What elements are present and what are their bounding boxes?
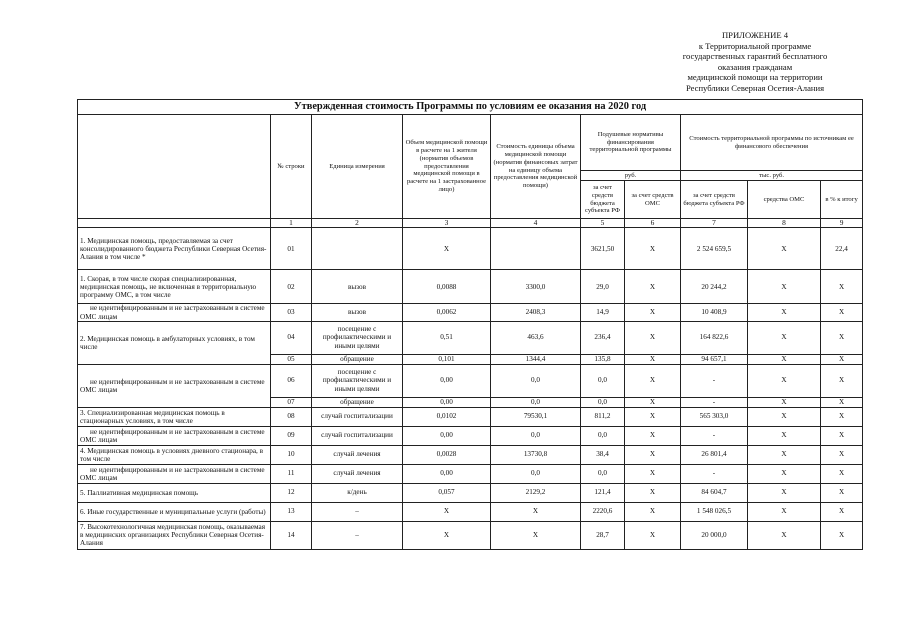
col-number: 7 xyxy=(681,219,748,228)
percent-of-total: X xyxy=(821,397,863,407)
row-name: не идентифицированным и не застрахованным в системе ОМС лицам xyxy=(78,304,271,321)
cost-oms: X xyxy=(748,354,821,364)
volume-value: 0,51 xyxy=(403,321,491,354)
volume-value: 0,057 xyxy=(403,483,491,502)
per-capita-budget: 2220,6 xyxy=(581,502,625,521)
percent-of-total: X xyxy=(821,321,863,354)
unit-cost-value: 2129,2 xyxy=(491,483,581,502)
unit-of-measure: случай лечения xyxy=(312,464,403,483)
cost-oms: X xyxy=(748,483,821,502)
table-title: Утвержденная стоимость Программы по условиям ее оказания на 2020 год xyxy=(78,100,863,115)
cost-budget: 20 244,2 xyxy=(681,270,748,304)
unit-of-measure: обращение xyxy=(312,397,403,407)
volume-value: 0,00 xyxy=(403,364,491,397)
cost-oms: X xyxy=(748,321,821,354)
unit-cost-value: 0,0 xyxy=(491,364,581,397)
volume-value: 0,00 xyxy=(403,397,491,407)
per-capita-oms: X xyxy=(625,270,681,304)
per-capita-oms: X xyxy=(625,407,681,426)
per-capita-budget: 3621,50 xyxy=(581,228,625,270)
per-capita-oms: X xyxy=(625,304,681,321)
row-number: 07 xyxy=(271,397,312,407)
volume-value: 0,101 xyxy=(403,354,491,364)
table-row xyxy=(78,464,863,483)
annex-line: ПРИЛОЖЕНИЕ 4 xyxy=(721,30,789,40)
annex-header xyxy=(640,30,870,94)
volume-value: 0,00 xyxy=(403,464,491,483)
row-name: не идентифицированным и не застрахованным в системе ОМС лицам xyxy=(78,464,271,483)
header-percent: в % к итогу xyxy=(821,181,863,219)
per-capita-oms: X xyxy=(625,483,681,502)
table-row xyxy=(78,304,863,321)
unit-cost-value: 79530,1 xyxy=(491,407,581,426)
per-capita-budget: 38,4 xyxy=(581,445,625,464)
table-title-row xyxy=(78,100,863,115)
per-capita-oms: X xyxy=(625,354,681,364)
row-number: 11 xyxy=(271,464,312,483)
row-name: 7. Высокотехнологичная медицинская помощь, оказываемая в медицинских организациях Республики Северная Осетия-Алания xyxy=(78,521,271,549)
cost-oms: X xyxy=(748,445,821,464)
per-capita-oms: X xyxy=(625,228,681,270)
cost-budget: - xyxy=(681,426,748,445)
per-capita-oms: X xyxy=(625,521,681,549)
volume-value: 0,0028 xyxy=(403,445,491,464)
header-oms: за счет средств ОМС xyxy=(625,181,681,219)
per-capita-budget: 811,2 xyxy=(581,407,625,426)
table-row xyxy=(78,483,863,502)
per-capita-budget: 135,8 xyxy=(581,354,625,364)
col-number xyxy=(78,219,271,228)
unit-of-measure: посещение с профилактическими и иными целями xyxy=(312,321,403,354)
unit-of-measure xyxy=(312,228,403,270)
col-number: 8 xyxy=(748,219,821,228)
row-number: 04 xyxy=(271,321,312,354)
volume-value: X xyxy=(403,521,491,549)
unit-of-measure: посещение с профилактическими и иными целями xyxy=(312,364,403,397)
cost-oms: X xyxy=(748,270,821,304)
unit-of-measure: – xyxy=(312,502,403,521)
table-row xyxy=(78,426,863,445)
program-cost-table xyxy=(77,99,863,550)
header-unit-cost: Стоимость единицы объема медицинской помощи (норматив финансовых затрат на единицу объема предоставления медицинской помощи) xyxy=(491,115,581,219)
table-row xyxy=(78,364,863,397)
col-number: 2 xyxy=(312,219,403,228)
header-row-no: № строки xyxy=(271,115,312,219)
header-oms-funds: средства ОМС xyxy=(748,181,821,219)
col-number: 3 xyxy=(403,219,491,228)
row-name: 3. Специализированная медицинская помощь в стационарных условиях, в том числе xyxy=(78,407,271,426)
col-number: 5 xyxy=(581,219,625,228)
table-row xyxy=(78,502,863,521)
row-number: 06 xyxy=(271,364,312,397)
percent-of-total: X xyxy=(821,483,863,502)
cost-oms: X xyxy=(748,228,821,270)
column-number-row xyxy=(78,219,863,228)
per-capita-oms: X xyxy=(625,445,681,464)
percent-of-total: X xyxy=(821,445,863,464)
cost-budget: - xyxy=(681,397,748,407)
per-capita-budget: 0,0 xyxy=(581,364,625,397)
cost-oms: X xyxy=(748,426,821,445)
cost-budget: 565 303,0 xyxy=(681,407,748,426)
cost-oms: X xyxy=(748,364,821,397)
unit-cost-value: 3300,0 xyxy=(491,270,581,304)
unit-cost-value: 13730,8 xyxy=(491,445,581,464)
percent-of-total: X xyxy=(821,364,863,397)
table-row xyxy=(78,521,863,549)
cost-budget: - xyxy=(681,464,748,483)
per-capita-oms: X xyxy=(625,321,681,354)
percent-of-total: X xyxy=(821,270,863,304)
annex-line: оказания гражданам xyxy=(717,61,793,72)
unit-cost-value: X xyxy=(491,502,581,521)
percent-of-total: X xyxy=(821,426,863,445)
unit-cost-value xyxy=(491,228,581,270)
percent-of-total: X xyxy=(821,354,863,364)
col-number: 1 xyxy=(271,219,312,228)
header-program-cost: Стоимость территориальной программы по источникам ее финансового обеспечения xyxy=(681,115,863,171)
annex-line: Республики Северная Осетия-Алания xyxy=(685,82,825,93)
row-number: 09 xyxy=(271,426,312,445)
row-number: 03 xyxy=(271,304,312,321)
col-number: 4 xyxy=(491,219,581,228)
cost-budget: 26 801,4 xyxy=(681,445,748,464)
unit-of-measure: случай госпитализации xyxy=(312,407,403,426)
per-capita-budget: 0,0 xyxy=(581,397,625,407)
row-name: не идентифицированным и не застрахованным в системе ОМС лицам xyxy=(78,364,271,407)
per-capita-budget: 28,7 xyxy=(581,521,625,549)
volume-value: 0,0102 xyxy=(403,407,491,426)
unit-of-measure: обращение xyxy=(312,354,403,364)
per-capita-oms: X xyxy=(625,397,681,407)
header-rub: руб. xyxy=(581,171,681,181)
header-unit: Единица измерения xyxy=(312,115,403,219)
per-capita-budget: 236,4 xyxy=(581,321,625,354)
percent-of-total: X xyxy=(821,407,863,426)
annex-line: медицинской помощи на территории xyxy=(687,72,823,83)
header-thous-rub: тыс. руб. xyxy=(681,171,863,181)
percent-of-total: X xyxy=(821,304,863,321)
header-row-1 xyxy=(78,115,863,171)
row-number: 08 xyxy=(271,407,312,426)
unit-of-measure: случай госпитализации xyxy=(312,426,403,445)
unit-cost-value: 0,0 xyxy=(491,397,581,407)
row-number: 12 xyxy=(271,483,312,502)
cost-oms: X xyxy=(748,521,821,549)
annex-line: государственных гарантий бесплатного xyxy=(682,51,828,62)
row-name: не идентифицированным и не застрахованным в системе ОМС лицам xyxy=(78,426,271,445)
header-volume: Объем медицинской помощи в расчете на 1 жителя (норматив объемов предоставления медицинской помощи в расчете на 1 застрахованное лицо) xyxy=(403,115,491,219)
cost-budget: 1 548 026,5 xyxy=(681,502,748,521)
percent-of-total: 22,4 xyxy=(821,228,863,270)
col-number: 9 xyxy=(821,219,863,228)
row-number: 13 xyxy=(271,502,312,521)
header-budget: за счет средств бюджета субъекта РФ xyxy=(581,181,625,219)
cost-budget: 164 822,6 xyxy=(681,321,748,354)
row-name: 4. Медицинская помощь в условиях дневного стационара, в том числе xyxy=(78,445,271,464)
cost-oms: X xyxy=(748,304,821,321)
table-row xyxy=(78,407,863,426)
cost-oms: X xyxy=(748,397,821,407)
cost-budget: 84 604,7 xyxy=(681,483,748,502)
header-per-capita: Подушевые нормативы финансирования территориальной программы xyxy=(581,115,681,171)
percent-of-total: X xyxy=(821,502,863,521)
per-capita-oms: X xyxy=(625,426,681,445)
per-capita-oms: X xyxy=(625,464,681,483)
per-capita-budget: 121,4 xyxy=(581,483,625,502)
volume-value: 0,00 xyxy=(403,426,491,445)
volume-value: X xyxy=(403,502,491,521)
cost-budget: 2 524 659,5 xyxy=(681,228,748,270)
cost-budget: 20 000,0 xyxy=(681,521,748,549)
col-number: 6 xyxy=(625,219,681,228)
unit-of-measure: к/день xyxy=(312,483,403,502)
unit-cost-value: X xyxy=(491,521,581,549)
cost-oms: X xyxy=(748,502,821,521)
volume-value: 0,0062 xyxy=(403,304,491,321)
row-number: 02 xyxy=(271,270,312,304)
header-name-cell xyxy=(78,115,271,219)
volume-value: X xyxy=(403,228,491,270)
unit-cost-value: 2408,3 xyxy=(491,304,581,321)
volume-value: 0,0088 xyxy=(403,270,491,304)
per-capita-oms: X xyxy=(625,364,681,397)
percent-of-total: X xyxy=(821,464,863,483)
cost-oms: X xyxy=(748,464,821,483)
table-row xyxy=(78,445,863,464)
unit-cost-value: 1344,4 xyxy=(491,354,581,364)
cost-budget: 10 408,9 xyxy=(681,304,748,321)
row-number: 01 xyxy=(271,228,312,270)
header-budget-rf: за счет средств бюджета субъекта РФ xyxy=(681,181,748,219)
unit-cost-value: 0,0 xyxy=(491,464,581,483)
row-name: 1. Скорая, в том числе скорая специализированная, медицинская помощь, не включенная в территориальную программу ОМС, в том числе xyxy=(78,270,271,304)
row-number: 05 xyxy=(271,354,312,364)
unit-of-measure: – xyxy=(312,521,403,549)
table-row xyxy=(78,270,863,304)
unit-cost-value: 0,0 xyxy=(491,426,581,445)
table-row xyxy=(78,321,863,354)
per-capita-oms: X xyxy=(625,502,681,521)
percent-of-total: X xyxy=(821,521,863,549)
per-capita-budget: 0,0 xyxy=(581,426,625,445)
row-name: 1. Медицинская помощь, предоставляемая за счет консолидированного бюджета Республики Северная Осетия-Алания в том числе * xyxy=(78,228,271,270)
row-number: 14 xyxy=(271,521,312,549)
cost-budget: 94 657,1 xyxy=(681,354,748,364)
unit-cost-value: 463,6 xyxy=(491,321,581,354)
unit-of-measure: вызов xyxy=(312,270,403,304)
cost-budget: - xyxy=(681,364,748,397)
row-name: 2. Медицинская помощь в амбулаторных условиях, в том числе xyxy=(78,321,271,364)
unit-of-measure: случай лечения xyxy=(312,445,403,464)
per-capita-budget: 29,0 xyxy=(581,270,625,304)
row-name: 6. Иные государственные и муниципальные услуги (работы) xyxy=(78,502,271,521)
row-name: 5. Паллиативная медицинская помощь xyxy=(78,483,271,502)
cost-oms: X xyxy=(748,407,821,426)
annex-line: к Территориальной программе xyxy=(698,40,812,51)
per-capita-budget: 0,0 xyxy=(581,464,625,483)
table-row xyxy=(78,228,863,270)
per-capita-budget: 14,9 xyxy=(581,304,625,321)
row-number: 10 xyxy=(271,445,312,464)
unit-of-measure: вызов xyxy=(312,304,403,321)
